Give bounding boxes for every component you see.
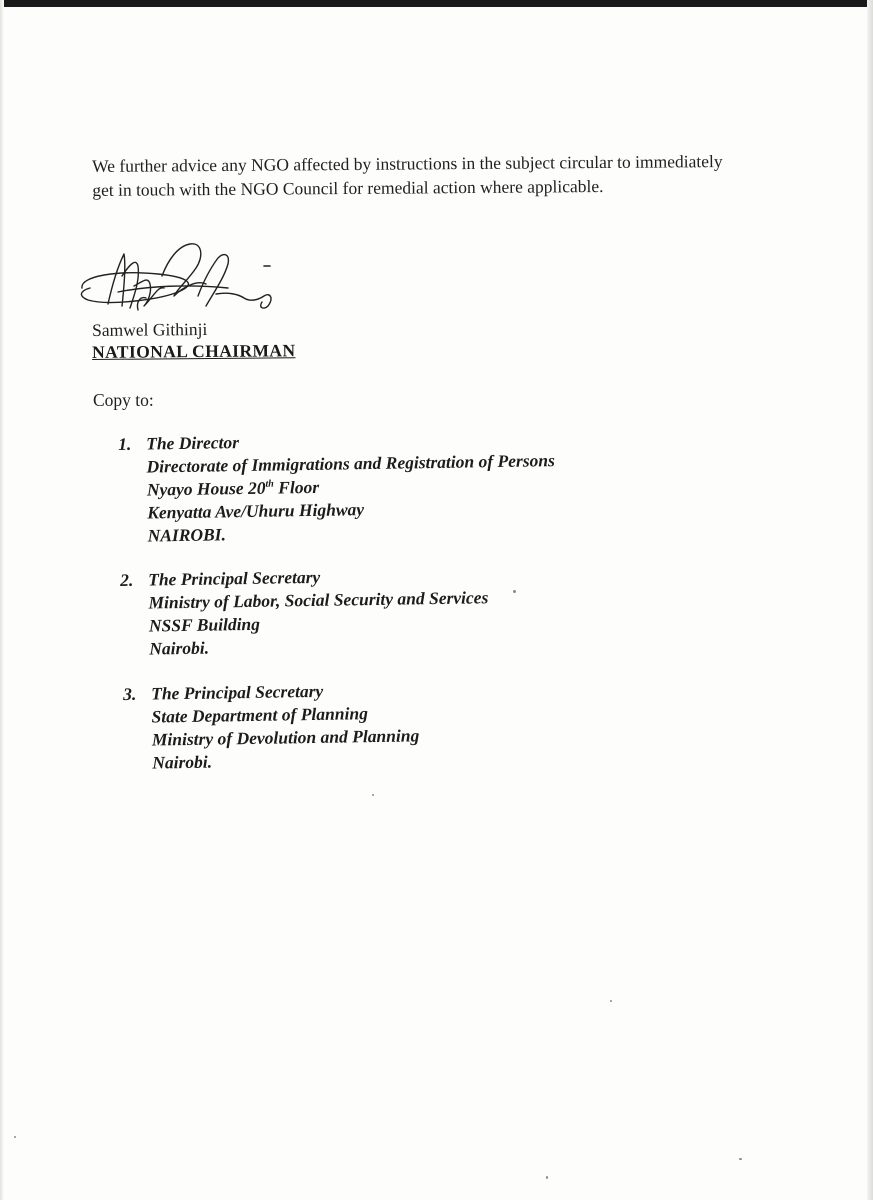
recipient-organization: Directorate of Immigrations and Registration of Persons xyxy=(146,450,556,477)
scan-speck xyxy=(739,1158,742,1160)
signer-title: NATIONAL CHAIRMAN xyxy=(92,340,296,362)
recipient-building: NSSF Building xyxy=(148,613,261,636)
scan-left-edge xyxy=(0,0,4,1200)
scan-speck xyxy=(610,1000,612,1002)
recipient-number: 2. xyxy=(120,569,134,590)
scan-top-edge xyxy=(0,0,873,7)
signer-name: Samwel Githinji xyxy=(92,318,208,340)
recipient-address xyxy=(146,426,556,547)
recipient-title: The Principal Secretary xyxy=(151,680,324,704)
recipient-address xyxy=(151,678,420,774)
recipient-title: The Principal Secretary xyxy=(148,566,321,590)
building-prefix: Nyayo House 20 xyxy=(146,477,266,500)
recipient-title: The Director xyxy=(146,432,240,454)
scan-speck xyxy=(513,590,516,593)
recipient-city: NAIROBI. xyxy=(147,524,227,546)
scan-speck xyxy=(546,1176,548,1179)
recipient-organization: Ministry of Devolution and Planning xyxy=(151,725,420,750)
handwritten-signature xyxy=(78,236,288,326)
recipient-organization: Ministry of Labor, Social Security and Services xyxy=(148,587,489,613)
ordinal-suffix: th xyxy=(265,478,274,490)
scan-right-edge xyxy=(867,0,873,1200)
recipient-department: State Department of Planning xyxy=(151,703,369,727)
scan-speck xyxy=(372,794,374,796)
recipient-city: Nairobi. xyxy=(149,637,210,659)
recipient-number: 1. xyxy=(118,433,132,454)
closing-paragraph: We further advice any NGO affected by instructions in the subject circular to immediately get in touch with the NGO Council for remedial action where applicable. xyxy=(92,151,723,200)
recipient-city: Nairobi. xyxy=(152,751,213,773)
building-suffix: Floor xyxy=(273,476,320,498)
recipient-street: Kenyatta Ave/Uhuru Highway xyxy=(147,499,365,523)
copy-to-label: Copy to: xyxy=(93,390,154,410)
recipient-number: 3. xyxy=(123,683,137,704)
scan-speck xyxy=(14,1136,16,1138)
recipient-address xyxy=(148,563,489,660)
